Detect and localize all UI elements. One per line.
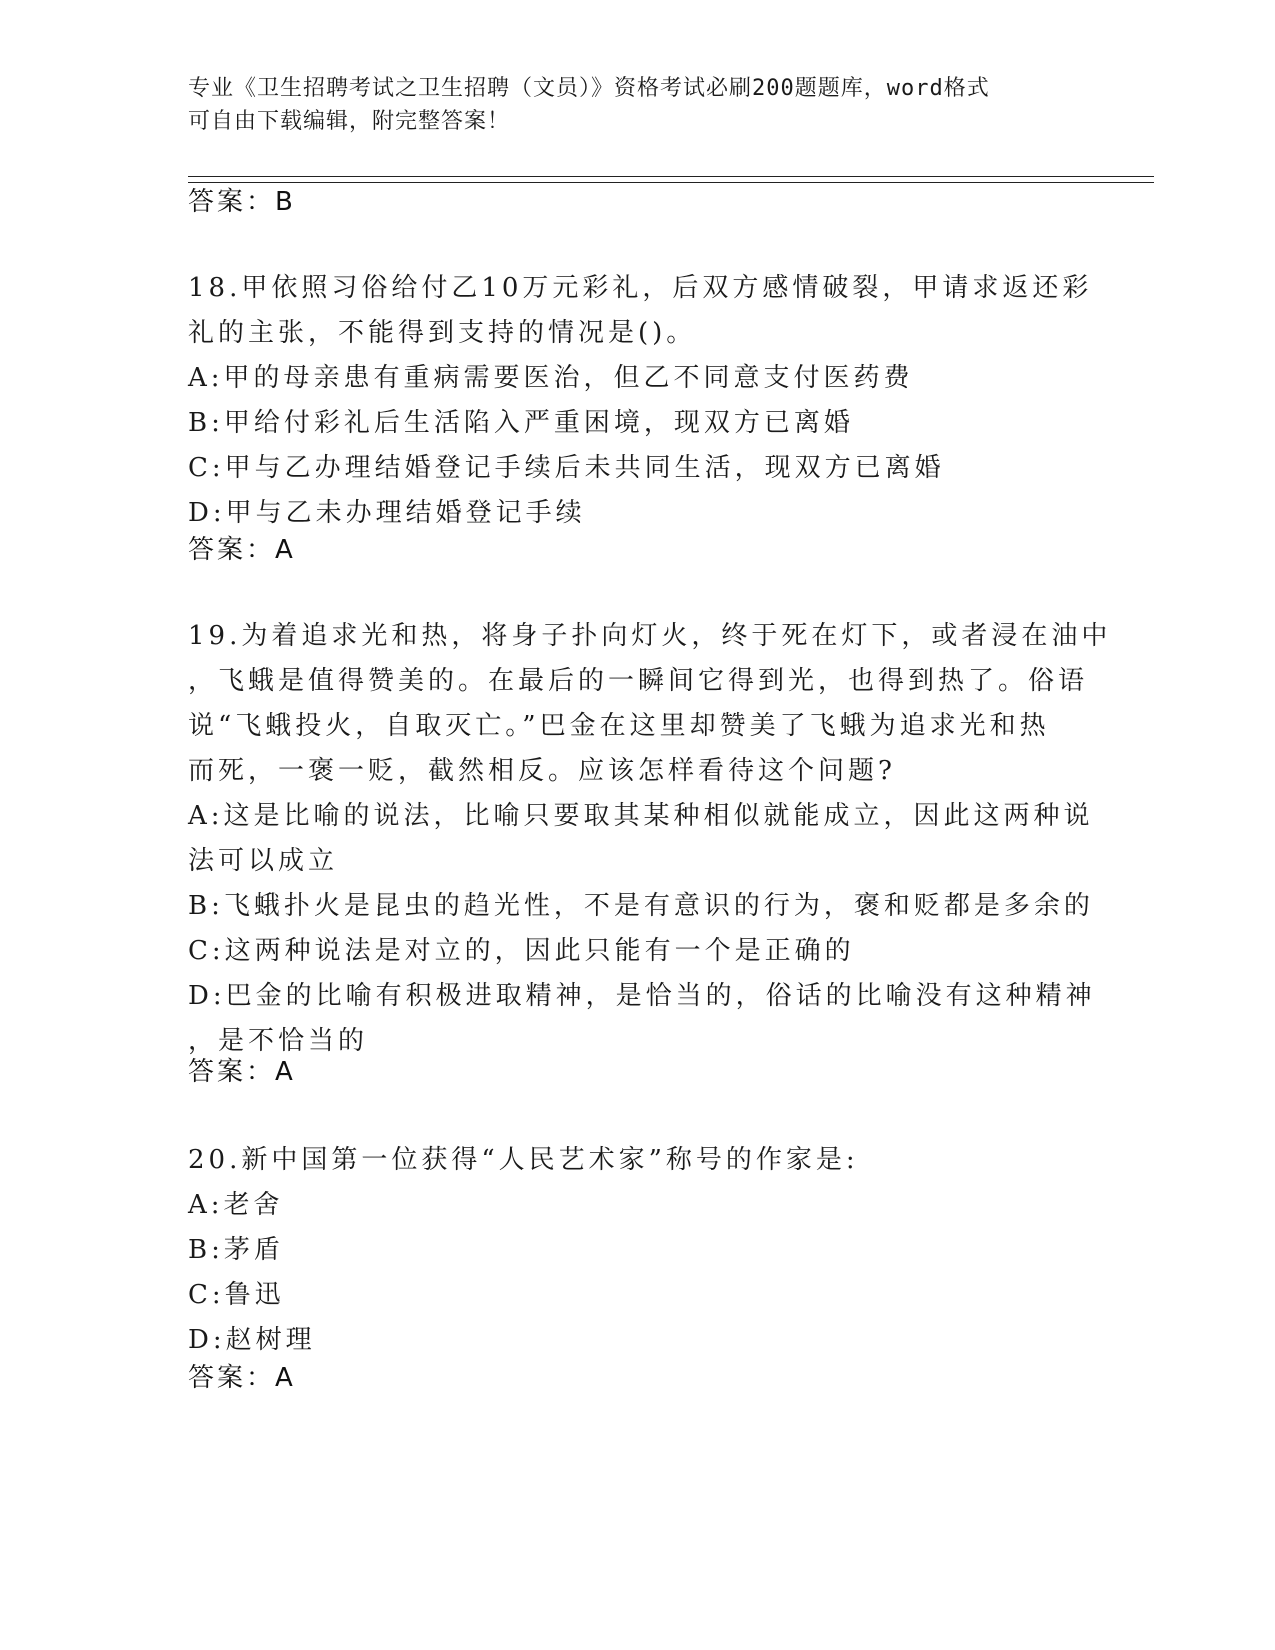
option-b: B:飞蛾扑火是昆虫的趋光性，不是有意识的行为，褒和贬都是多余的 [188, 891, 1094, 921]
option-b: B:茅盾 [188, 1235, 284, 1265]
option-a: A:老舍 [188, 1190, 284, 1220]
previous-answer: 答案：B [188, 187, 296, 217]
option-a: A:甲的母亲患有重病需要医治，但乙不同意支付医药费 [188, 363, 914, 393]
header-divider-bottom [188, 182, 1154, 183]
answer-20: 答案：A [188, 1363, 296, 1393]
question-18 [188, 266, 1093, 536]
answer-18: 答案：A [188, 535, 296, 565]
question-stem-line: 19.为着追求光和热，将身子扑向灯火，终于死在灯下，或者浸在油中 [188, 621, 1112, 651]
header-line-1: 专业《卫生招聘考试之卫生招聘（文员）》资格考试必刷200题题库，word格式 [188, 76, 990, 101]
option-a-continued: 法可以成立 [188, 846, 339, 876]
option-b: B:甲给付彩礼后生活陷入严重困境，现双方已离婚 [188, 408, 854, 438]
question-stem-line: 说“飞蛾投火，自取灭亡。”巴金在这里却赞美了飞蛾为追求光和热 [188, 711, 1050, 741]
document-header [188, 72, 1088, 138]
question-stem-line: 20.新中国第一位获得“人民艺术家”称号的作家是: [188, 1145, 859, 1175]
question-stem-line: 而死，一褒一贬，截然相反。应该怎样看待这个问题? [188, 756, 896, 786]
question-20 [188, 1138, 1088, 1363]
question-stem-line: 礼的主张，不能得到支持的情况是()。 [188, 318, 697, 348]
option-d: D:赵树理 [188, 1325, 316, 1355]
option-c: C:这两种说法是对立的，因此只能有一个是正确的 [188, 936, 855, 966]
question-stem-line: 18.甲依照习俗给付乙10万元彩礼，后双方感情破裂，甲请求返还彩 [188, 273, 1093, 303]
option-d: D:巴金的比喻有积极进取精神，是恰当的，俗话的比喻没有这种精神 [188, 981, 1096, 1011]
option-d: D:甲与乙未办理结婚登记手续 [188, 498, 586, 528]
option-c: C:甲与乙办理结婚登记手续后未共同生活，现双方已离婚 [188, 453, 945, 483]
option-c: C:鲁迅 [188, 1280, 285, 1310]
option-a: A:这是比喻的说法，比喻只要取其某种相似就能成立，因此这两种说 [188, 801, 1094, 831]
answer-19: 答案：A [188, 1057, 296, 1087]
header-divider-top [188, 176, 1154, 177]
question-stem-line: ，飞蛾是值得赞美的。在最后的一瞬间它得到光，也得到热了。俗语 [188, 666, 1089, 696]
header-line-2: 可自由下载编辑，附完整答案！ [188, 109, 511, 134]
option-d-continued: ，是不恰当的 [188, 1026, 369, 1056]
question-19 [188, 614, 1112, 1064]
